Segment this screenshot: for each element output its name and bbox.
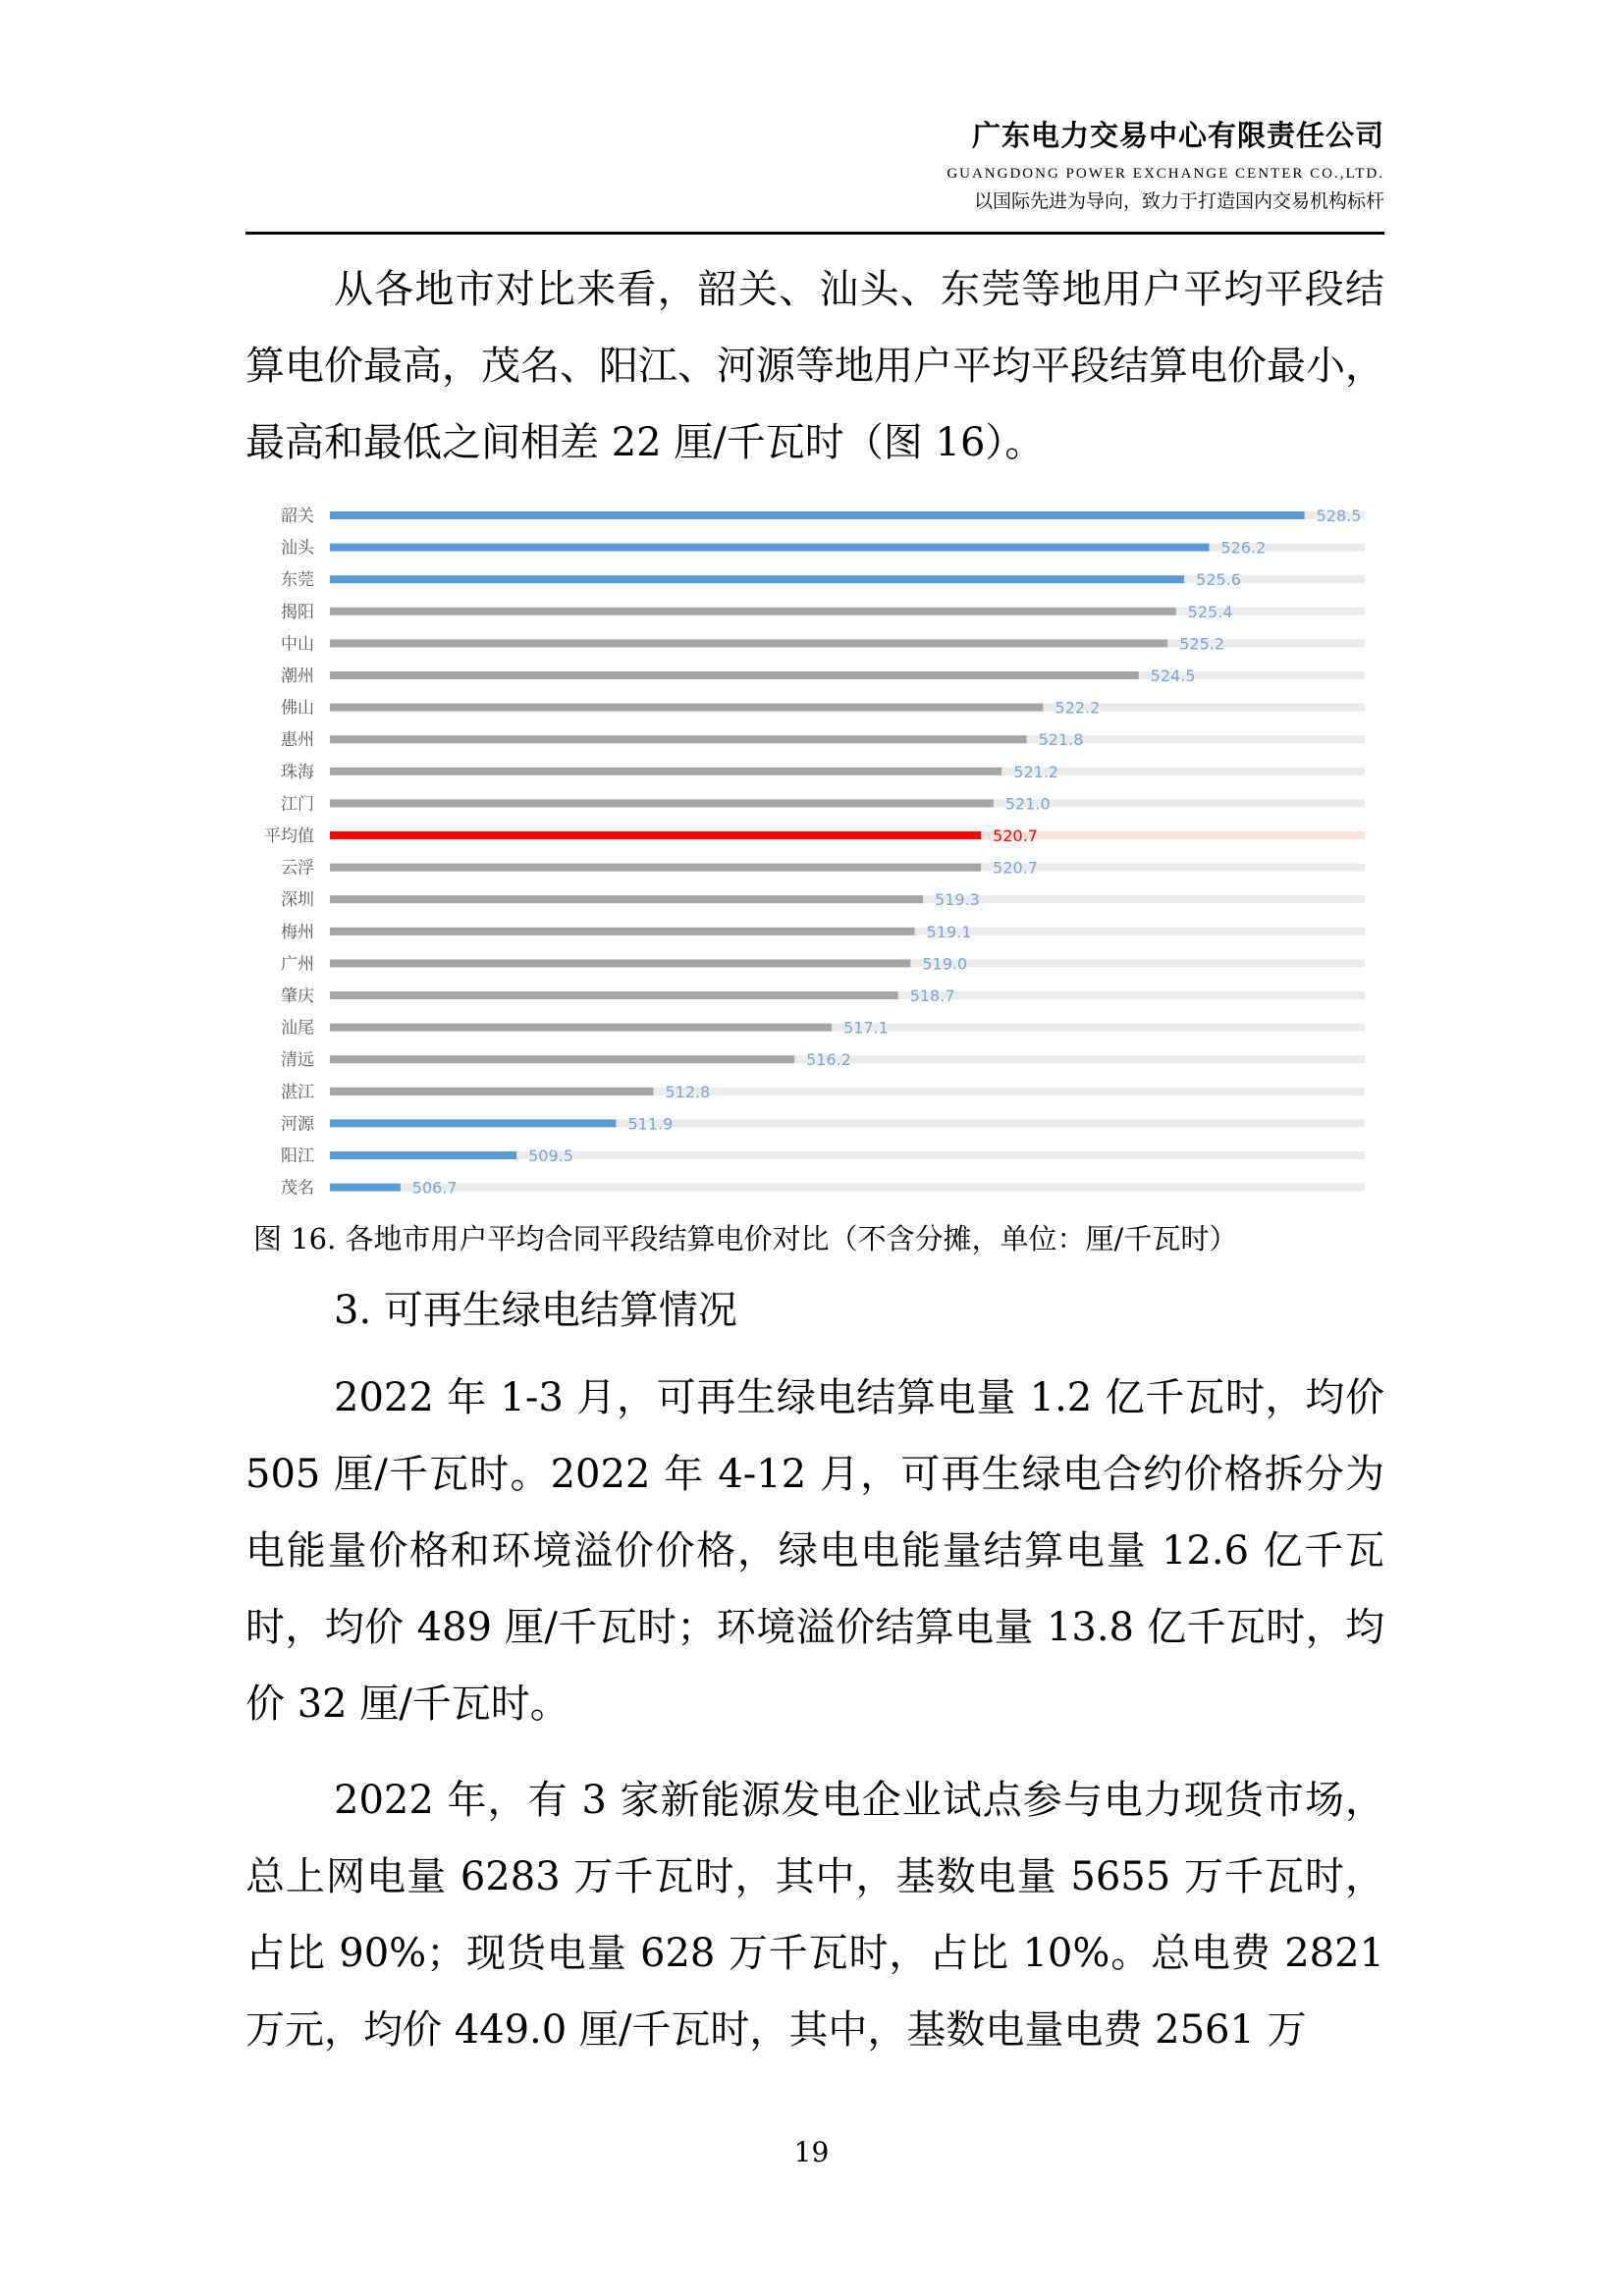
bar (330, 1184, 401, 1192)
value-label: 521.8 (1038, 730, 1084, 750)
category-label: 珠海 (281, 762, 314, 782)
category-label: 阳江 (281, 1147, 314, 1166)
value-label: 517.1 (843, 1018, 889, 1038)
category-label: 河源 (281, 1114, 314, 1135)
value-label: 516.2 (806, 1050, 851, 1070)
bar (330, 864, 981, 872)
value-label: 518.7 (909, 987, 955, 1005)
bar (330, 639, 1167, 647)
bar (330, 959, 910, 967)
value-label: 526.2 (1220, 538, 1267, 558)
bar (330, 671, 1139, 679)
bar (330, 575, 1184, 583)
value-label: 519.1 (926, 922, 972, 941)
value-label: 520.7 (993, 827, 1038, 845)
category-label: 肇庆 (281, 987, 314, 1006)
category-label: 湛江 (281, 1082, 314, 1102)
category-label: 东莞 (281, 570, 314, 591)
category-label: 广州 (281, 954, 314, 975)
category-label: 梅州 (281, 922, 314, 942)
value-label: 525.2 (1179, 634, 1225, 654)
category-label: 平均值 (264, 827, 314, 846)
page-header (245, 116, 1384, 216)
category-label: 深圳 (281, 890, 314, 911)
bar (330, 1055, 794, 1063)
bar (330, 1151, 516, 1159)
bar (330, 1088, 653, 1095)
value-label: 512.8 (665, 1082, 711, 1101)
category-label: 中山 (281, 634, 314, 655)
category-label: 汕尾 (281, 1018, 314, 1039)
value-label: 509.5 (528, 1147, 573, 1165)
value-label: 524.5 (1150, 667, 1196, 685)
company-slogan: 以国际先进为导向，致力于打造国内交易机构标杆 (973, 190, 1384, 212)
category-label: 韶关 (281, 507, 314, 526)
bar (330, 1119, 616, 1127)
category-label: 潮州 (281, 667, 314, 686)
company-name-en: GUANGDONG POWER EXCHANGE CENTER CO.,LTD. (947, 166, 1384, 182)
value-label: 525.6 (1196, 570, 1241, 590)
bar (330, 895, 923, 903)
bar (330, 544, 1209, 552)
paragraph-spot-market: 2022 年，有 3 家新能源发电企业试点参与电力现货市场，总上网电量 6283 万千瓦时，其中，基数电量 5655 万千瓦时，占比 90%；现货电量 628 万千瓦时，占比 10%。总电费 2821 万元，均价 449.0 厘/千瓦时，其中，基数电量电费 2561 万 (245, 1778, 1384, 2053)
category-label: 江门 (281, 794, 314, 815)
header-divider (245, 232, 1384, 235)
bar (330, 704, 1044, 712)
bar (330, 799, 994, 807)
paragraph-city-comparison: 从各地市对比来看，韶关、汕头、东莞等地用户平均平段结算电价最高，茂名、阳江、河源等地用户平均平段结算电价最小，最高和最低之间相差 22 厘/千瓦时（图 16）。 (245, 267, 1384, 465)
figure-caption: 图 16. 各地市用户平均合同平段结算电价对比（不含分摊，单位：厘/千瓦时） (253, 1222, 1238, 1255)
value-label: 519.0 (922, 954, 968, 974)
category-label: 揭阳 (281, 602, 314, 622)
bar (330, 831, 981, 839)
section-title: 3. 可再生绿电结算情况 (334, 1288, 737, 1333)
category-label: 汕头 (281, 538, 314, 559)
value-label: 528.5 (1316, 507, 1362, 525)
value-label: 521.0 (1004, 794, 1051, 814)
bar (330, 768, 1001, 775)
value-label: 511.9 (627, 1114, 674, 1134)
city-price-bar-chart (245, 491, 1384, 1207)
bar (330, 735, 1027, 743)
category-label: 惠州 (281, 730, 314, 751)
bar (330, 608, 1176, 615)
bar (330, 991, 898, 999)
value-label: 521.2 (1013, 762, 1059, 781)
page-number: 19 (793, 2136, 830, 2168)
value-label: 520.7 (993, 858, 1038, 878)
value-label: 525.4 (1187, 602, 1233, 621)
value-label: 522.2 (1055, 698, 1101, 718)
category-label: 清远 (281, 1050, 314, 1071)
paragraph-green-power: 2022 年 1-3 月，可再生绿电结算电量 1.2 亿千瓦时，均价 505 厘/千瓦时。2022 年 4-12 月，可再生绿电合约价格拆分为电能量价格和环境溢价价格，绿电电能量结算电量 12.6 亿千瓦时，均价 489 厘/千瓦时；环境溢价结算电量 13.8 亿千瓦时，均价 32 厘/千瓦时。 (245, 1375, 1384, 1727)
bar (330, 511, 1305, 519)
category-label: 云浮 (281, 858, 314, 879)
category-label: 佛山 (281, 698, 314, 719)
bar (330, 1024, 832, 1032)
bar-track (330, 1184, 1365, 1192)
company-name-cn: 广东电力交易中心有限责任公司 (971, 119, 1384, 152)
bar (330, 928, 915, 935)
value-label: 519.3 (935, 890, 980, 910)
value-label: 506.7 (411, 1178, 458, 1198)
category-label: 茂名 (281, 1178, 314, 1199)
